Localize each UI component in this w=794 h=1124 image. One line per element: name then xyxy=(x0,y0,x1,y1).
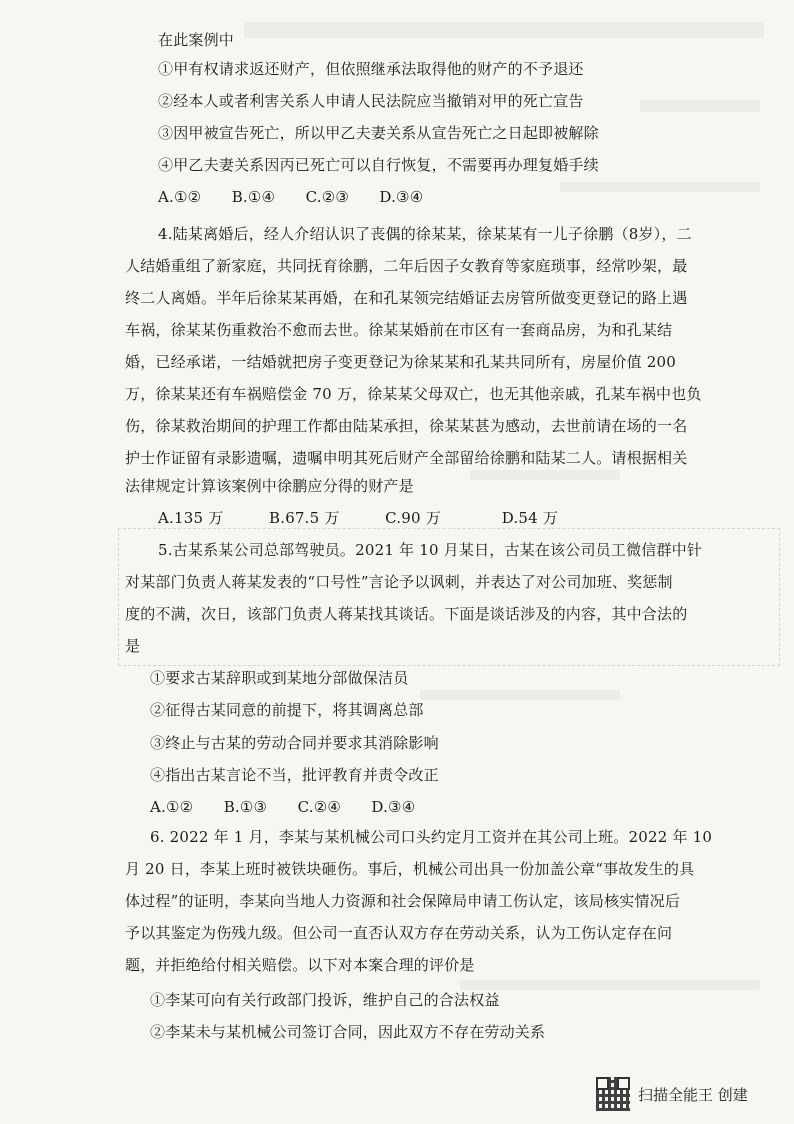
q6-text: 题，并拒绝给付相关赔偿。以下对本案合理的评价是 xyxy=(125,956,475,974)
bleed-through-mark xyxy=(470,470,620,480)
watermark-label: 扫描全能王 创建 xyxy=(638,1085,748,1104)
q5-option-1: ①要求古某辞职或到某地分部做保洁员 xyxy=(150,669,409,687)
q4-text: 法律规定计算该案例中徐鹏应分得的财产是 xyxy=(125,477,414,495)
bleed-through-mark xyxy=(640,100,760,112)
q5-text: 对某部门负责人蒋某发表的“口号性”言论予以讽刺，并表达了对公司加班、奖惩制 xyxy=(125,573,673,591)
q6-text: 体过程”的证明，李某向当地人力资源和社会保障局申请工伤认定，该局核实情况后 xyxy=(125,892,681,910)
bleed-through-mark xyxy=(244,22,764,38)
scanner-watermark xyxy=(596,1076,748,1112)
q3-option-3: ③因甲被宣告死亡，所以甲乙夫妻关系从宣告死亡之日起即被解除 xyxy=(158,124,599,142)
q5-text: 是 xyxy=(125,637,141,655)
bleed-through-mark xyxy=(460,980,760,990)
bleed-through-mark xyxy=(420,690,620,700)
q6-text: 月 20 日，李某上班时被铁块砸伤。事后，机械公司出具一份加盖公章“事故发生的具 xyxy=(125,860,695,878)
q6-text: 6. 2022 年 1 月，李某与某机械公司口头约定月工资并在其公司上班。2022 年 10 xyxy=(150,828,713,846)
q5-option-4: ④指出古某言论不当，批评教育并责令改正 xyxy=(150,766,439,784)
case-intro: 在此案例中 xyxy=(158,31,235,49)
q3-answer-choices: A.①② B.①④ C.②③ D.③④ xyxy=(158,188,424,206)
q5-answer-choices: A.①② B.①③ C.②④ D.③④ xyxy=(150,798,416,816)
q6-option-2: ②李某未与某机械公司签订合同，因此双方不存在劳动关系 xyxy=(150,1023,546,1041)
q4-text: 婚，已经承诺，一结婚就把房子变更登记为徐某某和孔某共同所有，房屋价值 200 xyxy=(125,353,677,371)
q4-answer-choices: A.135 万 B.67.5 万 C.90 万 D.54 万 xyxy=(158,509,559,527)
q3-option-1: ①甲有权请求返还财产，但依照继承法取得他的财产的不予退还 xyxy=(158,60,584,78)
q6-text: 予以其鉴定为伤残九级。但公司一直否认双方存在劳动关系，认为工伤认定存在问 xyxy=(125,924,673,942)
q4-text: 4.陆某离婚后，经人介绍认识了丧偶的徐某某，徐某某有一儿子徐鹏（8岁），二 xyxy=(158,225,692,243)
q4-text: 终二人离婚。半年后徐某某再婚，在和孔某领完结婚证去房管所做变更登记的路上遇 xyxy=(125,289,688,307)
q5-option-3: ③终止与古某的劳动合同并要求其消除影响 xyxy=(150,734,439,752)
q5-option-2: ②征得古某同意的前提下，将其调离总部 xyxy=(150,701,424,719)
q6-option-1: ①李某可向有关行政部门投诉，维护自己的合法权益 xyxy=(150,991,500,1009)
q5-text: 5.古某系某公司总部驾驶员。2021 年 10 月某日，古某在该公司员工微信群中针 xyxy=(158,541,703,559)
q3-option-2: ②经本人或者利害关系人申请人民法院应当撤销对甲的死亡宣告 xyxy=(158,92,584,110)
q4-text: 人结婚重组了新家庭，共同抚育徐鹏，二年后因子女教育等家庭琐事，经常吵架，最 xyxy=(125,257,688,275)
q4-text: 万，徐某某还有车祸赔偿金 70 万，徐某某父母双亡，也无其他亲戚，孔某车祸中也负 xyxy=(125,385,702,403)
q3-option-4: ④甲乙夫妻关系因丙已死亡可以自行恢复，不需要再办理复婚手续 xyxy=(158,156,599,174)
q4-text: 车祸，徐某某伤重救治不愈而去世。徐某某婚前在市区有一套商品房，为和孔某结 xyxy=(125,321,673,339)
bleed-through-mark xyxy=(560,182,760,192)
q4-text: 伤，徐某救治期间的护理工作都由陆某承担，徐某某甚为感动，去世前请在场的一名 xyxy=(125,417,688,435)
qr-code-icon xyxy=(596,1077,630,1111)
q4-text: 护士作证留有录影遗嘱，遗嘱申明其死后财产全部留给徐鹏和陆某二人。请根据相关 xyxy=(125,449,688,467)
q5-text: 度的不满，次日，该部门负责人蒋某找其谈话。下面是谈话涉及的内容，其中合法的 xyxy=(125,605,688,623)
